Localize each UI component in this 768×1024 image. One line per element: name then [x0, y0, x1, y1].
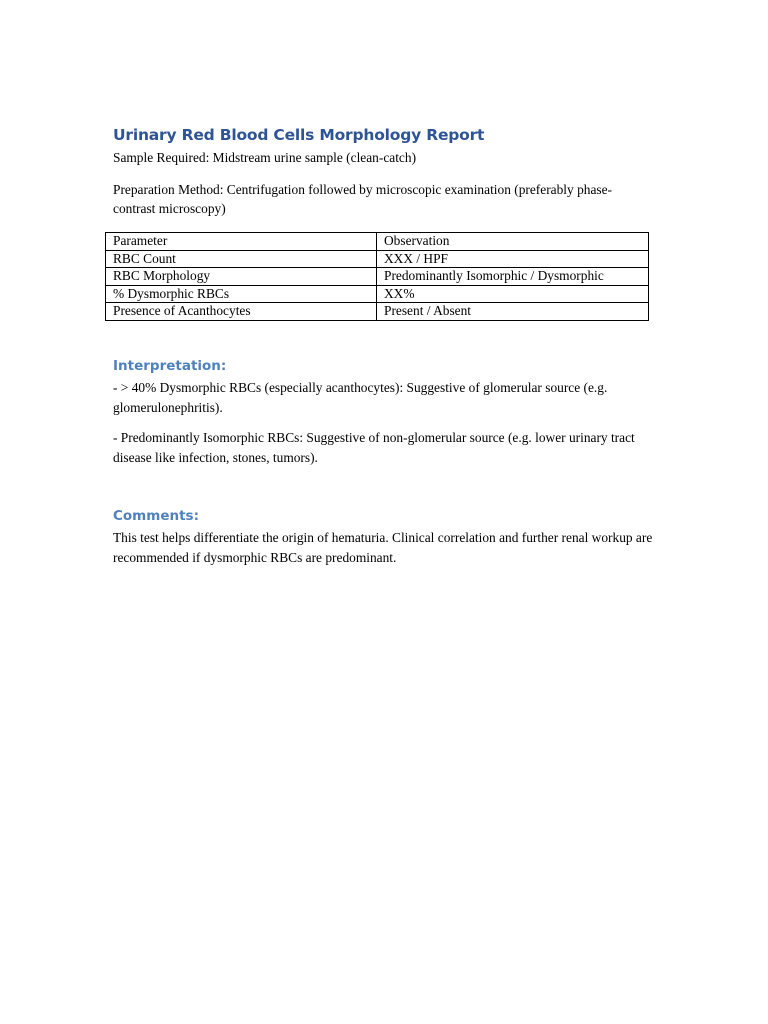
- table-cell-observation: XX%: [377, 285, 649, 303]
- interpretation-heading: Interpretation:: [113, 358, 227, 374]
- sample-required-text: Sample Required: Midstream urine sample (clean-catch): [113, 150, 417, 165]
- comments-section: [113, 506, 653, 567]
- table-header-cell: Observation: [377, 233, 649, 251]
- table-cell-parameter: % Dysmorphic RBCs: [106, 285, 377, 303]
- table-row: [106, 250, 649, 268]
- comments-text: This test helps differentiate the origin of hematuria. Clinical correlation and further renal workup are recommended if dysmorphic RBCs are predominant.: [113, 530, 653, 565]
- table-cell-parameter: RBC Morphology: [106, 268, 377, 286]
- table-row: [106, 303, 649, 321]
- report-header: [113, 124, 653, 219]
- interpretation-point: - > 40% Dysmorphic RBCs (especially acanthocytes): Suggestive of glomerular source (e.g. glomerulonephritis).: [113, 380, 608, 415]
- preparation-method-text: Preparation Method: Centrifugation followed by microscopic examination (preferably phase-contrast microscopy): [113, 181, 613, 216]
- table-cell-observation: XXX / HPF: [377, 250, 649, 268]
- report-title: Urinary Red Blood Cells Morphology Report: [113, 126, 485, 144]
- table-cell-observation: Present / Absent: [377, 303, 649, 321]
- interpretation-point: - Predominantly Isomorphic RBCs: Suggestive of non-glomerular source (e.g. lower urinary tract disease like infection, stones, tumors).: [113, 430, 635, 465]
- table-cell-parameter: RBC Count: [106, 250, 377, 268]
- table-cell-observation: Predominantly Isomorphic / Dysmorphic: [377, 268, 649, 286]
- table-cell-parameter: Presence of Acanthocytes: [106, 303, 377, 321]
- table-row: [106, 268, 649, 286]
- comments-heading: Comments:: [113, 508, 199, 524]
- table-row: [106, 285, 649, 303]
- observation-table: [105, 232, 649, 321]
- interpretation-section: [113, 356, 653, 467]
- table-header-row: [106, 233, 649, 251]
- table-header-cell: Parameter: [106, 233, 377, 251]
